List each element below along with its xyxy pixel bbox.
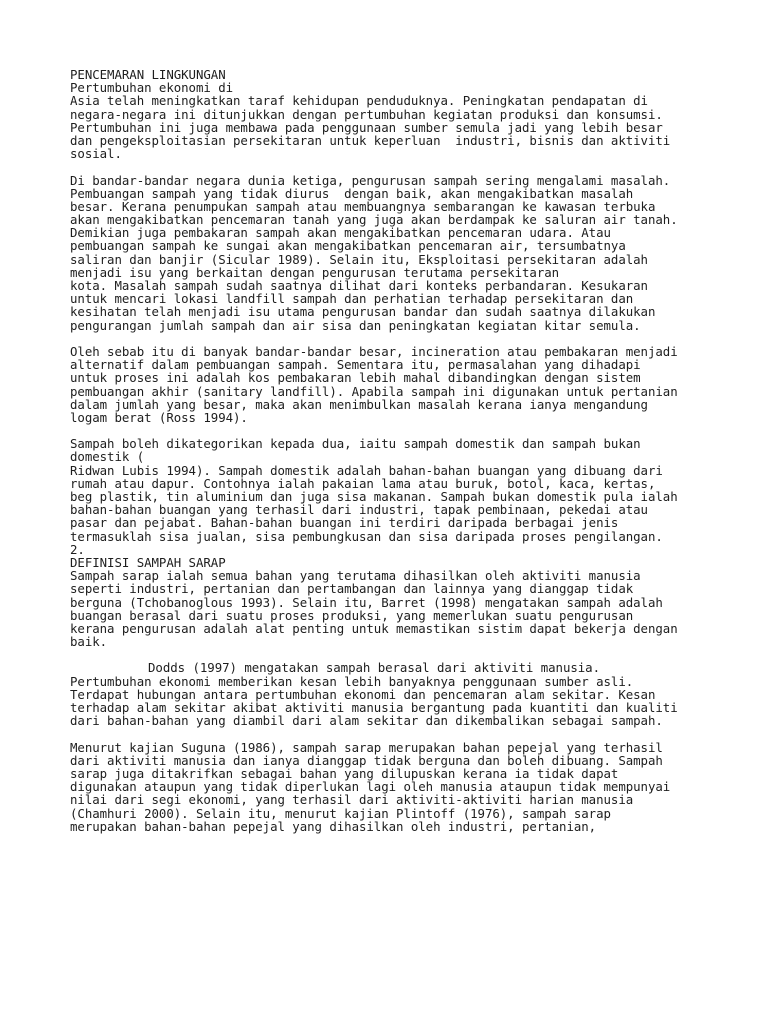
text-line: baik. — [70, 634, 108, 650]
text-line: dan pengeksploitasian persekitaran untuk keperluan industri, bisnis dan aktiviti — [70, 132, 671, 148]
text-line: seperti industri, pertanian dan pertambangan dan lainnya yang dianggap tidak — [70, 581, 634, 597]
text-line: pengurangan jumlah sampah dan air sisa dan peningkatan kegiatan kitar semula. — [70, 317, 641, 333]
text-line: kerana pengurusan adalah alat penting untuk memastikan sistim dapat bekerja dengan — [70, 620, 678, 636]
text-line: Pertumbuhan ekonomi di — [70, 80, 234, 96]
paragraph-suguna — [70, 741, 750, 833]
text-line: domestik ( — [70, 449, 145, 465]
text-line: termasuklah sisa jualan, sisa pembungkusan dan sisa daripada proses pengilangan. — [70, 528, 663, 544]
text-line: kota. Masalah sampah sudah saatnya dilihat dari konteks perbandaran. Kesukaran — [70, 278, 648, 293]
text-line: pasar dan pejabat. Bahan-bahan buangan ini terdiri daripada berbagai jenis — [70, 515, 619, 531]
paragraph-third-world-cities — [70, 174, 750, 332]
section-number: 2. — [70, 541, 85, 557]
text-line: bahan-bahan buangan yang terhasil dari industri, tapak pembinaan, pekedai atau — [70, 502, 648, 518]
text-line: digunakan ataupun yang tidak diperlukan lagi oleh manusia ataupun tidak mempunyai — [70, 779, 671, 795]
paragraph-intro — [70, 81, 750, 160]
paragraph-categories — [70, 437, 750, 648]
text-line: (Chamhuri 2000). Selain itu, menurut kajian Plintoff (1976), sampah sarap — [70, 805, 611, 821]
paragraph-spacer — [70, 332, 750, 345]
text-line: alternatif dalam pembuangan sampah. Sementara itu, permasalahan yang dihadapi — [70, 357, 641, 373]
text-line: Sampah boleh dikategorikan kepada dua, iaitu sampah domestik dan sampah bukan — [70, 436, 641, 452]
paragraph-incineration — [70, 345, 750, 424]
text-line: Demikian juga pembakaran sampah akan mengakibatkan pencemaran udara. Atau — [70, 225, 611, 241]
text-line: logam berat (Ross 1994). — [70, 409, 248, 425]
text-line-indented: Dodds (1997) mengatakan sampah berasal dari aktiviti manusia. — [148, 660, 600, 676]
text-line: beg plastik, tin aluminium dan juga sisa makanan. Sampah bukan domestik pula ialah — [70, 489, 678, 504]
text-line: akan mengakibatkan pencemaran tanah yang juga akan berdampak ke saluran air tanah. — [70, 212, 678, 228]
text-line: nilai dari segi ekonomi, yang terhasil dari aktiviti-aktiviti harian manusia — [70, 792, 634, 808]
text-line: saliran dan banjir (Sicular 1989). Selain itu, Eksploitasi persekitaran adalah — [70, 251, 648, 267]
text-line: rumah atau dapur. Contohnya ialah pakaian lama atau buruk, botol, kaca, kertas, — [70, 475, 656, 491]
text-line: untuk proses ini adalah kos pembakaran lebih mahal dibandingkan dengan sistem — [70, 370, 641, 386]
text-line: Terdapat hubungan antara pertumbuhan ekonomi dan pencemaran alam sekitar. Kesan — [70, 686, 656, 702]
text-line: Di bandar-bandar negara dunia ketiga, pengurusan sampah sering mengalami masalah. — [70, 172, 671, 188]
document-title: PENCEMARAN LINGKUNGAN — [70, 67, 226, 82]
text-line: Sampah sarap ialah semua bahan yang terutama dihasilkan oleh aktiviti manusia — [70, 568, 641, 584]
text-line: dari bahan-bahan yang diambil dari alam sekitar dan dikembalikan sebagai sampah. — [70, 713, 663, 729]
section-heading: DEFINISI SAMPAH SARAP — [70, 554, 226, 570]
text-line: menjadi isu yang berkaitan dengan pengurusan terutama persekitaran — [70, 264, 560, 280]
text-line: merupakan bahan-bahan pepejal yang dihasilkan oleh industri, pertanian, — [70, 818, 597, 834]
text-line: sosial. — [70, 146, 122, 162]
text-line: Menurut kajian Suguna (1986), sampah sarap merupakan bahan pepejal yang terhasil — [70, 739, 663, 755]
text-line: Asia telah meningkatkan taraf kehidupan penduduknya. Peningkatan pendapatan di — [70, 93, 648, 109]
document-body — [70, 68, 750, 833]
text-line: Oleh sebab itu di banyak bandar-bandar besar, incineration atau pembakaran menjadi — [70, 343, 678, 359]
text-line: terhadap alam sekitar akibat aktiviti manusia bergantung pada kuantiti dan kualiti — [70, 700, 678, 715]
paragraph-dodds — [70, 661, 750, 727]
text-line: besar. Kerana penumpukan sampah atau membuangnya sembarangan ke kawasan terbuka — [70, 198, 656, 214]
text-line: pembuangan sampah ke sungai akan mengakibatkan pencemaran air, tersumbatnya — [70, 238, 626, 254]
text-line: berguna (Tchobanoglous 1993). Selain itu, Barret (1998) mengatakan sampah adalah — [70, 594, 663, 610]
text-line: untuk mencari lokasi landfill sampah dan perhatian terhadap persekitaran dan — [70, 291, 634, 307]
text-line: Pertumbuhan ini juga membawa pada penggunaan sumber semula jadi yang lebih besar — [70, 119, 663, 135]
text-line: negara-negara ini ditunjukkan dengan pertumbuhan kegiatan produksi dan konsumsi. — [70, 106, 663, 122]
text-line: Pertumbuhan ekonomi memberikan kesan lebih banyaknya penggunaan sumber asli. — [70, 673, 634, 689]
text-line: Pembuangan sampah yang tidak diurus dengan baik, akan mengakibatkan masalah — [70, 185, 634, 201]
text-line: Ridwan Lubis 1994). Sampah domestik adalah bahan-bahan buangan yang dibuang dari — [70, 462, 663, 478]
text-line: dari aktiviti manusia dan ianya dianggap tidak berguna dan boleh dibuang. Sampah — [70, 752, 663, 768]
paragraph-spacer — [70, 160, 750, 173]
text-line: dalam jumlah yang besar, maka akan menimbulkan masalah kerana ianya mengandung — [70, 396, 648, 412]
text-line: kesihatan telah menjadi isu utama pengurusan bandar dan sudah saatnya dilakukan — [70, 304, 656, 320]
text-line: buangan berasal dari suatu proses produksi, yang memerlukan suatu pengurusan — [70, 607, 634, 623]
text-line: pembuangan akhir (sanitary landfill). Apabila sampah ini digunakan untuk pertanian — [70, 383, 678, 399]
text-line: sarap juga ditakrifkan sebagai bahan yang dilupuskan kerana ia tidak dapat — [70, 765, 619, 781]
paragraph-spacer — [70, 727, 750, 740]
